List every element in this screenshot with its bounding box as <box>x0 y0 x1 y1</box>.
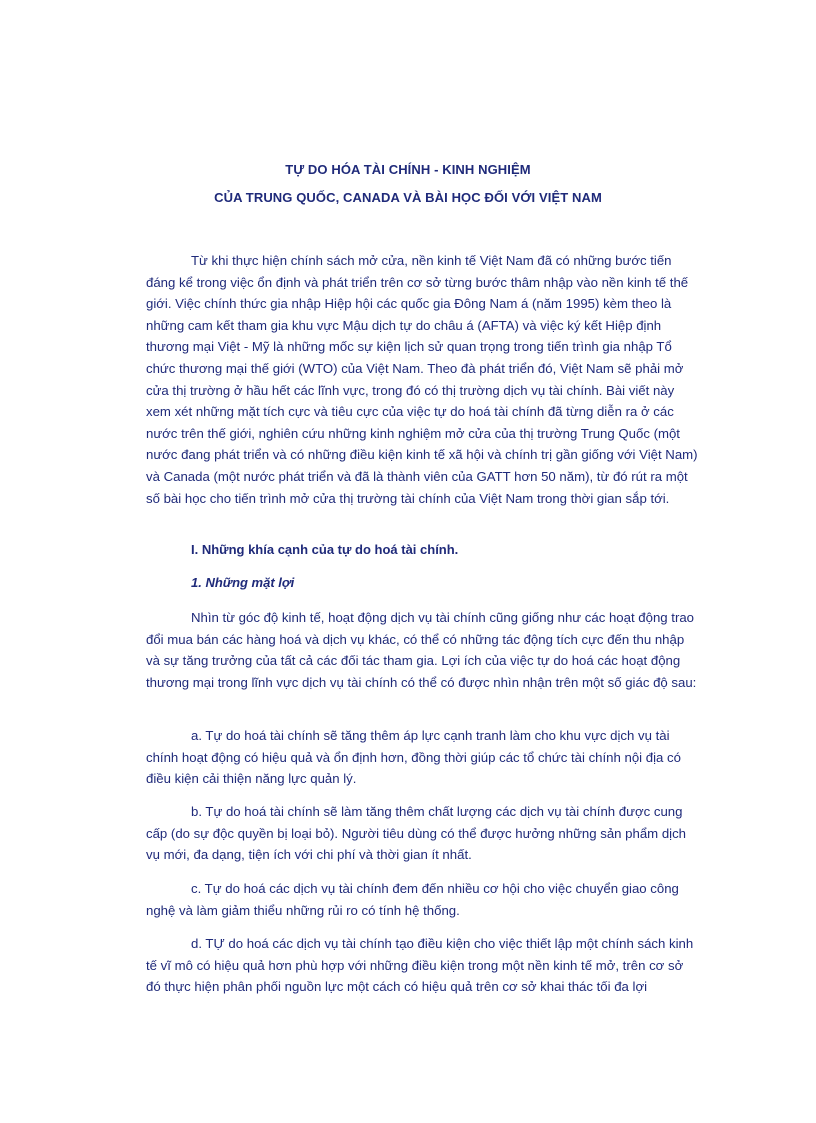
section-1-heading: I. Những khía cạnh của tự do hoá tài chính. <box>191 542 459 557</box>
intro-paragraph: Từ khi thực hiện chính sách mở cửa, nền kinh tế Việt Nam đã có những bước tiến đáng kể trong việc ổn định và phát triển trên cơ sở từng bước thâm nhập vào nền kinh tế thế giới. Việc chính thức gia nhập Hiệp hội các quốc gia Đông Nam á (năm 1995) kèm theo là những cam kết tham gia khu vực Mậu dịch tự do châu á (AFTA) và việc ký kết Hiệp định thương mại Việt - Mỹ là những mốc sự kiện lịch sử quan trọng trong tiến trình gia nhập Tổ chức thương mại thế giới (WTO) của Việt Nam. Theo đà phát triển đó, Việt Nam sẽ phải mở cửa thị trường ở hầu hết các lĩnh vực, trong đó có thị trường dịch vụ tài chính. Bài viết này xem xét những mặt tích cực và tiêu cực của việc tự do hoá tài chính đã từng diễn ra ở các nước trên thế giới, nghiên cứu những kinh nghiệm mở cửa của thị trường Trung Quốc (một nước đang phát triển và có những điều kiện kinh tế xã hội và chính trị gần giống với Việt Nam) và Canada (một nước phát triển và đã là thành viên của GATT hơn 50 năm), từ đó rút ra một số bài học cho tiến trình mở cửa thị trường tài chính của Việt Nam trong thời gian sắp tới. <box>146 253 698 506</box>
subsection-1-intro-paragraph: Nhìn từ góc độ kinh tế, hoạt động dịch vụ tài chính cũng giống như các hoạt động trao đổi mua bán các hàng hoá và dịch vụ khác, có thể có những tác động tích cực đến thu nhập và sự tăng trưởng của tất cả các đối tác tham gia. Lợi ích của việc tự do hoá các hoạt động thương mại trong lĩnh vực dịch vụ tài chính có thể có được nhìn nhận trên một số giác độ sau: <box>146 610 697 690</box>
point-d-paragraph: d. TỰ do hoá các dịch vụ tài chính tạo điều kiện cho việc thiết lập một chính sách kinh tế vĩ mô có hiệu quả hơn phù hợp với những điều kiện trong một nền kinh tế mở, trên cơ sở đó thực hiện phân phối nguồn lực một cách có hiệu quả trên cơ sở khai thác tối đa lợi <box>146 936 694 995</box>
point-a-paragraph: a. Tự do hoá tài chính sẽ tăng thêm áp lực cạnh tranh làm cho khu vực dịch vụ tài chính hoạt động có hiệu quả và ổn định hơn, đồng thời giúp các tổ chức tài chính nội địa có điều kiện cải thiện năng lực quản lý. <box>146 728 681 787</box>
document-title-line-1: TỰ DO HÓA TÀI CHÍNH - KINH NGHIỆM <box>285 162 531 177</box>
point-b-paragraph: b. Tự do hoá tài chính sẽ làm tăng thêm chất lượng các dịch vụ tài chính được cung cấp (do sự độc quyền bị loại bỏ). Người tiêu dùng có thể được hưởng những sản phẩm dịch vụ mới, đa dạng, tiện ích với chi phí và thời gian ít nhất. <box>146 804 687 863</box>
point-c-paragraph: c. Tự do hoá các dịch vụ tài chính đem đến nhiều cơ hội cho việc chuyển giao công nghệ và làm giảm thiểu những rủi ro có tính hệ thống. <box>146 881 679 918</box>
document-title-line-2: CỦA TRUNG QUỐC, CANADA VÀ BÀI HỌC ĐỐI VỚI VIỆT NAM <box>214 190 602 205</box>
subsection-1-heading: 1. Những mặt lợi <box>191 575 295 590</box>
